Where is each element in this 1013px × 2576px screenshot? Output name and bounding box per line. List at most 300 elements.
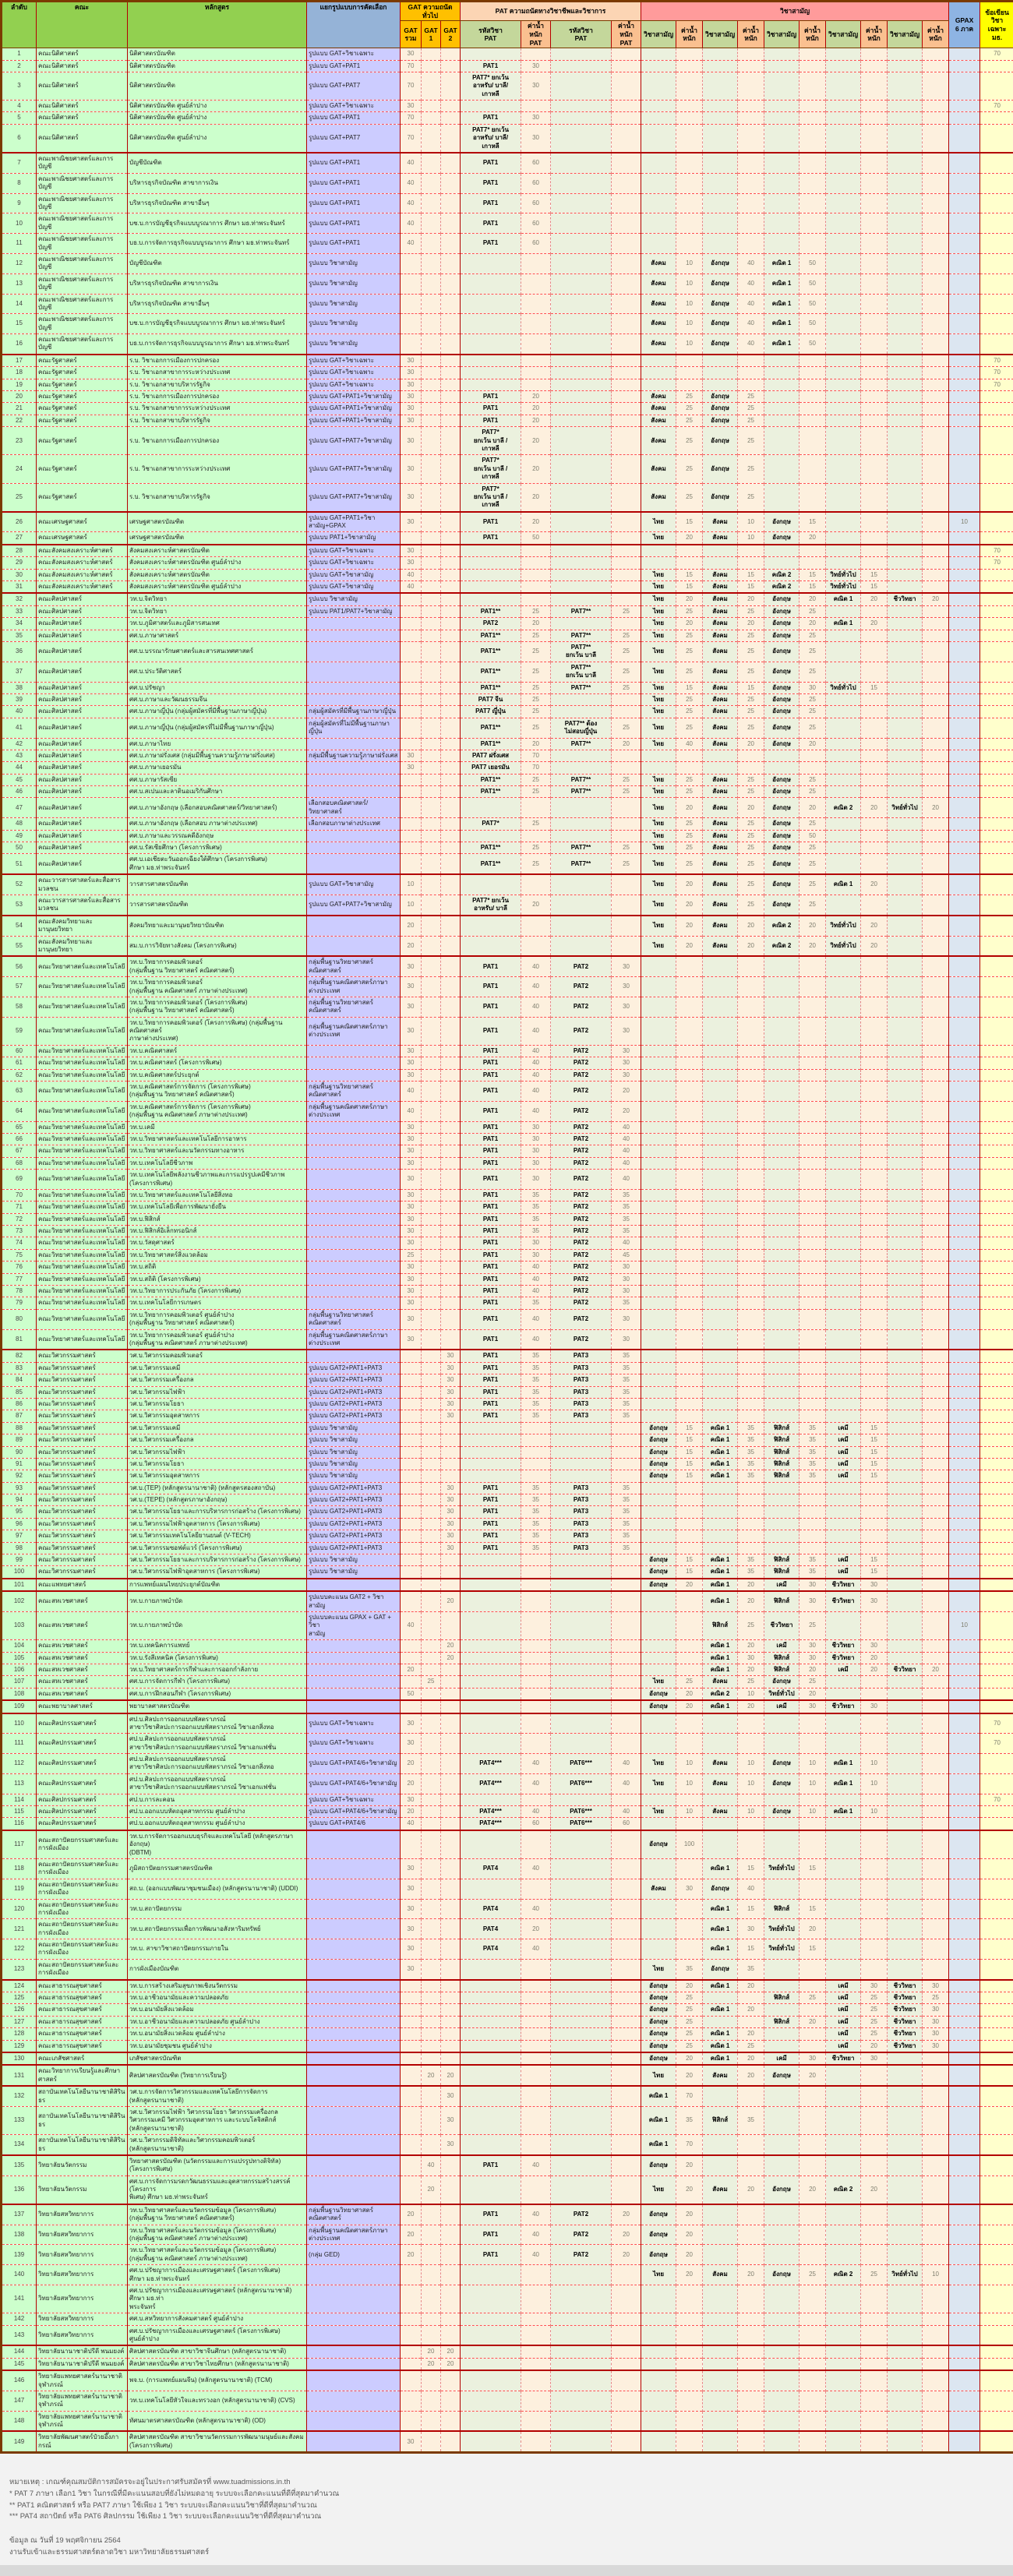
table-body [2,48,1013,2453]
pat1-code-cell [461,1422,521,1434]
program-cell: บธ.บ.การจัดการธุรกิจแบบบูรณาการ ศึกษา มธ.ท่าพระจันทร์ [128,334,307,355]
gat2-cell [441,1226,461,1237]
pat1-code-cell: PAT1 [461,1542,521,1554]
pat2-code-cell [551,2135,612,2155]
gat2-cell [441,618,461,630]
subject4-weight-cell [861,693,888,705]
gat-total-cell [401,2106,422,2134]
gat1-cell [422,1262,441,1273]
pat1-code-cell [461,2016,521,2027]
pat1-code-cell [461,1879,521,1899]
org-name: งานรับเข้าและธรรมศาสตร์ตลาดวิชา มหาวิทยาลัยธรรมศาสตร์ [9,2547,1005,2559]
subject5-cell [888,818,923,830]
pat2-code-cell [551,936,612,956]
gat-total-cell [401,1676,422,1688]
gpax-cell [949,2225,980,2245]
subject1-cell [641,1518,676,1530]
faculty-cell: คณะวิทยาศาสตร์และเทคโนโลยี [37,1082,128,1102]
subject4-cell [826,718,861,738]
subject1-cell [641,173,676,193]
pat1-code-cell [461,1734,521,1754]
pat2-code-cell: PAT2 [551,1329,612,1350]
subject4-cell: เคมี [826,1664,861,1675]
faculty-cell: คณะสาธารณสุขศาสตร์ [37,2040,128,2052]
subject1-cell: ไทย [641,693,676,705]
pat1-weight-cell: 20 [521,391,551,403]
tu-written-exam-cell [980,2325,1013,2345]
faculty-cell: คณะวิทยาศาสตร์และเทคโนโลยี [37,1017,128,1045]
row-number-cell: 92 [2,1470,37,1482]
pat1-weight-cell [521,1664,551,1675]
gat2-cell [441,1273,461,1285]
faculty-cell: วิทยาลัยสหวิทยาการ [37,2204,128,2225]
gat-total-cell: 30 [401,1262,422,1273]
subject5-cell [888,1202,923,1213]
subject3-weight-cell: 25 [799,706,826,718]
subject5-cell [888,72,923,100]
gat1-cell [422,2313,441,2325]
program-cell: ศศ.บ.ปรัชญาการเมืองและเศรษฐศาสตร์ (โครงการพิเศษ) ศึกษา มธ.ท่าพระจันทร์ [128,2265,307,2285]
gpax-cell [949,2245,980,2265]
pat1-code-cell: PAT1 [461,1262,521,1273]
gat2-cell [441,193,461,213]
faculty-cell: คณะนิติศาสตร์ [37,60,128,72]
gat-total-cell [401,1830,422,1859]
pat2-weight-cell [612,1640,641,1652]
subject2-weight-cell: 40 [738,253,764,273]
pat1-weight-cell: 25 [521,774,551,785]
table-row [2,581,1013,594]
subject4-cell: เคมี [826,2028,861,2040]
pat1-code-cell: PAT7 ญี่ปุ่น [461,706,521,718]
gpax-cell [949,1350,980,1362]
row-number-cell: 74 [2,1237,37,1249]
subject5-weight-cell [923,2204,949,2225]
gat-total-cell: 30 [401,2431,422,2452]
pat1-weight-cell [521,1566,551,1579]
gat1-cell [422,1309,441,1329]
faculty-cell: คณะสหเวชศาสตร์ [37,1664,128,1675]
subject1-weight-cell: 25 [676,403,703,415]
subject3-weight-cell [799,2370,826,2391]
subject5-weight-cell [923,2411,949,2431]
subject5-cell [888,1309,923,1329]
tu-written-exam-cell [980,1611,1013,1639]
program-cell: วท.บ.สถิติ (โครงการพิเศษ) [128,1273,307,1285]
tu-written-exam-cell [980,2028,1013,2040]
faculty-cell: คณะนิติศาสตร์ [37,101,128,112]
subject5-cell [888,153,923,173]
subject2-weight-cell: 20 [738,1700,764,1713]
subject1-weight-cell [676,1133,703,1145]
faculty-cell: คณะสังคมสงเคราะห์ศาสตร์ [37,545,128,557]
subject4-weight-cell: 20 [861,798,888,818]
subject4-weight-cell [861,1202,888,1213]
tu-written-exam-cell: 70 [980,355,1013,367]
subject2-weight-cell [738,977,764,997]
subject3-weight-cell [799,1398,826,1410]
gat-total-cell [401,662,422,682]
subject4-cell [826,762,861,774]
table-row [2,427,1013,455]
subject2-cell: คณิต 1 [703,1446,738,1458]
faculty-cell: คณะพาณิชยศาสตร์และการบัญชี [37,273,128,294]
row-number-cell: 98 [2,1542,37,1554]
subject3-cell: อังกฤษ [764,1773,799,1794]
subject5-weight-cell [923,1754,949,1774]
subject3-weight-cell: 15 [799,1858,826,1879]
table-row [2,956,1013,976]
table-row [2,1470,1013,1482]
format-cell: รูปแบบ วิชาสามัญ [307,1470,401,1482]
subject1-cell: ไทย [641,1959,676,1979]
pat2-code-cell: PAT2 [551,997,612,1017]
subject2-cell: อังกฤษ [703,391,738,403]
subject1-weight-cell [676,1309,703,1329]
subject2-cell [703,2245,738,2265]
pat1-weight-cell: 20 [521,512,551,532]
subject3-weight-cell: 35 [799,1434,826,1446]
table-row [2,798,1013,818]
gat1-cell [422,693,441,705]
table-row [2,1688,1013,1700]
pat1-code-cell [461,1688,521,1700]
pat1-code-cell: PAT1 [461,193,521,213]
pat1-weight-cell: 20 [521,895,551,915]
gat2-cell [441,2175,461,2204]
table-row [2,72,1013,100]
subject1-cell: อังกฤษ [641,1422,676,1434]
program-cell: ศศ.บ.ภาษาไทย [128,738,307,750]
subject4-weight-cell: 15 [861,569,888,580]
gat-total-cell [401,1980,422,1992]
subject1-cell: ไทย [641,593,676,605]
tu-written-exam-cell [980,2245,1013,2265]
program-cell: ศศ.บ.ภาษาเยอรมัน [128,762,307,774]
subject4-cell [826,314,861,334]
subject3-weight-cell: 25 [799,630,826,641]
pat1-weight-cell [521,314,551,334]
subject3-cell: อังกฤษ [764,818,799,830]
subject3-weight-cell [799,1237,826,1249]
gat1-cell [422,1398,441,1410]
subject1-cell: สังคม [641,391,676,403]
row-number-cell: 141 [2,2285,37,2313]
pat1-code-cell: PAT7 เยอรมัน [461,762,521,774]
subject4-cell [826,1374,861,1386]
subject2-weight-cell [738,2313,764,2325]
pat1-weight-cell: 40 [521,1286,551,1297]
subject1-weight-cell: 10 [676,334,703,355]
subject2-weight-cell [738,367,764,379]
gat-total-cell [401,2313,422,2325]
subject1-weight-cell: 25 [676,830,703,842]
gat-total-cell: 40 [401,1082,422,1102]
subject3-cell [764,124,799,153]
subject1-weight-cell [676,1202,703,1213]
subject4-cell [826,2411,861,2431]
subject4-weight-cell [861,1309,888,1329]
subject1-weight-cell: 20 [676,2225,703,2245]
subject3-cell: ฟิสิกส์ [764,1566,799,1579]
pat1-weight-cell: 40 [521,1045,551,1057]
subject3-weight-cell: 25 [799,2265,826,2285]
table-row [2,2040,1013,2052]
gat-total-cell: 30 [401,379,422,390]
subject4-weight-cell [861,1249,888,1261]
gat2-cell [441,2285,461,2313]
subject2-weight-cell [738,1145,764,1157]
subject2-weight-cell [738,1226,764,1237]
table-row [2,1273,1013,1285]
faculty-cell: คณะวิศวกรรมศาสตร์ [37,1566,128,1579]
pat2-weight-cell [612,1664,641,1675]
format-cell: รูปแบบ GAT+วิชาเฉพาะ [307,101,401,112]
pat2-weight-cell [612,1458,641,1470]
subject5-cell [888,1688,923,1700]
gat-total-cell [401,1446,422,1458]
subject5-weight-cell [923,545,949,557]
subject1-cell [641,1329,676,1350]
pat2-weight-cell [612,48,641,60]
pat2-code-cell: PAT2 [551,1057,612,1069]
subject2-weight-cell [738,1069,764,1081]
gpax-cell [949,1273,980,1285]
gat2-cell: 30 [441,1374,461,1386]
subject1-cell: ไทย [641,532,676,545]
subject1-cell [641,1121,676,1133]
subject4-cell [826,2155,861,2175]
subject2-cell: สังคม [703,798,738,818]
gat1-cell [422,2135,441,2155]
subject3-cell [764,2411,799,2431]
subject2-cell [703,2370,738,2391]
format-cell: รูปแบบ GAT+วิชาเฉพาะ [307,355,401,367]
subject2-cell [703,2086,738,2106]
format-cell [307,2028,401,2040]
subject3-weight-cell: 25 [799,1676,826,1688]
program-cell: วท.บ.สถิติ [128,1262,307,1273]
subject4-cell [826,842,861,854]
subject3-weight-cell [799,1482,826,1494]
format-cell: เลือกสอบคณิตศาสตร์/วิทยาศาสตร์ [307,798,401,818]
faculty-cell: คณะวิทยาศาสตร์และเทคโนโลยี [37,1145,128,1157]
format-cell [307,1057,401,1069]
program-cell: ศศ.บ.เอเชียตะวันออกเฉียงใต้ศึกษา (โครงการพิเศษ) ศึกษา มธ.ท่าพระจันทร์ [128,854,307,874]
tu-written-exam-cell [980,2106,1013,2134]
gat2-cell: 30 [441,1398,461,1410]
subject2-cell: คณิต 1 [703,2040,738,2052]
pat1-weight-cell: 35 [521,1213,551,1225]
faculty-cell: คณะสหเวชศาสตร์ [37,1611,128,1639]
gat2-cell [441,1286,461,1297]
subject5-cell [888,2325,923,2345]
tu-written-exam-cell [980,112,1013,124]
tu-written-exam-cell [980,427,1013,455]
pat1-weight-cell [521,2016,551,2027]
gat1-cell [422,173,441,193]
table-row [2,1939,1013,1960]
row-number-cell: 90 [2,1446,37,1458]
subject1-cell [641,762,676,774]
subject1-weight-cell [676,1226,703,1237]
subject4-cell [826,1309,861,1329]
pat2-code-cell [551,48,612,60]
subject1-weight-cell: 15 [676,581,703,594]
format-cell: รูปแบบ GAT+PAT4/6+วิชาสามัญ [307,1773,401,1794]
subject5-cell [888,581,923,594]
faculty-cell: คณะเศรษฐศาสตร์ [37,532,128,545]
row-number-cell: 40 [2,706,37,718]
subject3-weight-cell [799,1121,826,1133]
gat1-cell [422,1830,441,1859]
row-number-cell: 61 [2,1057,37,1069]
pat1-code-cell: PAT7* ยกเว้น บาลี / เกาหลี [461,427,521,455]
subject4-weight-cell [861,2135,888,2155]
footnote-remark: หมายเหตุ : เกณฑ์คุณสมบัติการสมัครจะอยู่ในประกาศรับสมัครที่ www.tuadmissions.in.th [9,2477,1005,2489]
faculty-cell: คณะวิทยาศาสตร์และเทคโนโลยี [37,1101,128,1121]
gat2-cell [441,1082,461,1102]
pat1-weight-cell: 35 [521,1202,551,1213]
format-cell: กลุ่มพื้นฐานคณิตศาสตร์ภาษาต่างประเทศ [307,2225,401,2245]
subject5-cell [888,1754,923,1774]
subject4-cell [826,1082,861,1102]
gat2-cell [441,1202,461,1213]
subject2-weight-cell: 25 [738,830,764,842]
subject1-cell: คณิต 1 [641,2086,676,2106]
subject1-cell [641,1350,676,1362]
subject1-cell [641,977,676,997]
tu-written-exam-cell [980,1286,1013,1297]
pat1-weight-cell: 35 [521,1226,551,1237]
subject4-weight-cell [861,842,888,854]
subject2-cell: สังคม [703,532,738,545]
format-cell: รูปแบบ GAT2+PAT1+PAT3 [307,1494,401,1506]
pat2-weight-cell [612,60,641,72]
subject4-cell [826,415,861,426]
gpax-cell [949,483,980,512]
subject4-weight-cell [861,1226,888,1237]
format-cell [307,630,401,641]
faculty-cell: คณะพาณิชยศาสตร์และการบัญชี [37,314,128,334]
program-cell: ร.บ. วิชาเอกการเมืองการปกครอง [128,391,307,403]
subject1-cell [641,1202,676,1213]
tu-written-exam-cell [980,618,1013,630]
subject4-weight-cell [861,818,888,830]
program-cell: ร.บ. วิชาเอกสาขาบริหารรัฐกิจ [128,379,307,390]
subject3-cell: อังกฤษ [764,2265,799,2285]
program-cell: บธ.บ.การจัดการธุรกิจแบบบูรณาการ ศึกษา มธ.ท่าพระจันทร์ [128,234,307,254]
pat1-weight-cell: 35 [521,1542,551,1554]
pat1-weight-cell: 25 [521,630,551,641]
program-cell: วท.บ.อาชีวอนามัยและความปลอดภัย [128,1992,307,2004]
pat2-code-cell [551,403,612,415]
row-number-cell: 67 [2,1145,37,1157]
program-cell: วท.บ.อนามัยสิ่งแวดล้อม [128,2004,307,2016]
faculty-cell: คณะสถาปัตยกรรมศาสตร์และการผังเมือง [37,1919,128,1939]
gat2-cell [441,367,461,379]
subject4-weight-cell [861,1145,888,1157]
pat2-weight-cell [612,2313,641,2325]
tu-written-exam-cell [980,415,1013,426]
format-cell [307,1664,401,1675]
pat2-code-cell: PAT2 [551,1189,612,1201]
subject3-cell: คณิต 2 [764,569,799,580]
subject3-weight-cell [799,2225,826,2245]
subject3-weight-cell [799,1734,826,1754]
subject3-weight-cell: 15 [799,1899,826,1919]
format-cell: รูปแบบ GAT+PAT1+วิชาสามัญ [307,415,401,426]
pat1-code-cell: PAT1 [461,403,521,415]
pat2-code-cell: PAT2 [551,1101,612,1121]
program-cell: วท.บ.กายภาพบำบัด [128,1591,307,1611]
subject1-cell [641,1273,676,1285]
format-cell [307,936,401,956]
subject3-cell [764,1494,799,1506]
subject2-cell: คณิต 1 [703,1470,738,1482]
gat1-cell [422,1386,441,1398]
gat-total-cell [401,2065,422,2086]
gpax-cell [949,1386,980,1398]
subject2-weight-cell [738,48,764,60]
gat2-cell [441,605,461,617]
subject1-weight-cell: 20 [676,874,703,895]
subject5-weight-cell [923,774,949,785]
subject2-weight-cell: 25 [738,842,764,854]
pat2-code-cell [551,1992,612,2004]
subject2-cell [703,1794,738,1805]
program-cell: สังคมสงเคราะห์ศาสตรบัณฑิต [128,569,307,580]
gpax-cell [949,2370,980,2391]
row-number-cell: 42 [2,738,37,750]
pat1-code-cell: PAT4*** [461,1773,521,1794]
tu-written-exam-cell [980,1640,1013,1652]
tu-written-exam-cell [980,153,1013,173]
subject1-cell [641,1170,676,1190]
tu-written-exam-cell [980,1446,1013,1458]
table-row [2,1959,1013,1979]
subject1-weight-cell [676,545,703,557]
gpax-cell [949,1434,980,1446]
subject3-weight-cell: 30 [799,1640,826,1652]
subject5-cell [888,2411,923,2431]
subject1-cell: ไทย [641,774,676,785]
subject3-cell [764,2086,799,2106]
subject4-weight-cell [861,2155,888,2175]
gat2-cell [441,1045,461,1057]
subject4-cell [826,1249,861,1261]
pat1-weight-cell [521,2345,551,2358]
subject1-cell [641,1713,676,1734]
pat1-code-cell: PAT1 [461,1482,521,1494]
subject2-cell: สังคม [703,1754,738,1774]
gat1-cell [422,1518,441,1530]
row-number-cell: 106 [2,1664,37,1675]
subject4-weight-cell: 15 [861,1422,888,1434]
subject1-weight-cell: 25 [676,1992,703,2004]
pat1-weight-cell: 35 [521,1297,551,1309]
gpax-cell [949,750,980,761]
subject1-weight-cell [676,1121,703,1133]
subject2-weight-cell [738,1713,764,1734]
tu-written-exam-cell: 70 [980,557,1013,569]
subject4-cell [826,403,861,415]
gat-total-cell: 30 [401,1017,422,1045]
faculty-cell: คณะวิทยาศาสตร์และเทคโนโลยี [37,977,128,997]
pat2-code-cell [551,379,612,390]
subject2-weight-cell: 25 [738,706,764,718]
gpax-cell [949,455,980,483]
